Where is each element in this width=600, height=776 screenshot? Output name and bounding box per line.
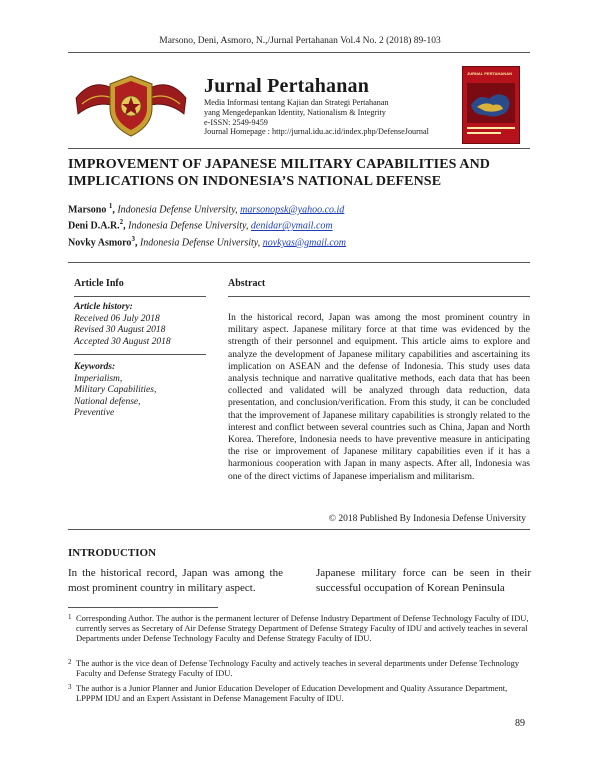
footnote-number: 3: [68, 683, 72, 691]
info-top-rule: [68, 262, 530, 263]
keyword: Military Capabilities,: [74, 385, 157, 396]
cover-stripe: [467, 127, 515, 129]
abstract-text: In the historical record, Japan was among the most prominent country in military aspect. Japanese military force at that time was evidenced by the strength of their personnel and equipment. This article aims to explore and analyze the development of Japanese military capabilities and ascertaining its implication on ASEAN and the defense of Indonesia. This study uses data analysis technique and narrative qualitative methods, each data that has been collected and validated will be analyzed through data reduction, data presentation, and conclusion/verification. From this study, it can be concluded that the improvement of Japanese military capabilities is strongly related to the interest and conflict between several countries such as China, Japan and North Korea. Therefore, Indonesia needs to have preventive measure in anticipating the rise or improvement of Japanese military capabilities even if it has a harmonious cooperation with Japan in many aspects. After all, Indonesia was one of the direct victims of Japanese imperialism and militarism.: [228, 313, 530, 482]
article-title-line: IMPLICATIONS ON INDONESIA’S NATIONAL DEFENSE: [68, 174, 442, 189]
author-entry: Novky Asmoro$^3$, Indonesia Defense University, novkyas@gmail.com: [68, 234, 347, 248]
history-heading: Article history:: [74, 302, 133, 312]
footnote-text: Corresponding Author. The author is the permanent lecturer of Defense Industry Department of Defense Technology Faculty of IDU, currently serves as Secretary of Air Defense Strategy Department of Defense Strategy Faculty of IDU and actively teaches in several Departments under Defense Technology Faculty and Defense Strategy Faculty of IDU.: [76, 613, 529, 644]
info-rule: [74, 296, 206, 297]
author-name: Marsono: [68, 204, 107, 216]
footnote-text: The author is a Junior Planner and Junior Education Developer of Education Development and Quality Assurance Department, LPPPM IDU and an Expert Assistant in Defense Management Faculty of IDU.: [76, 683, 508, 704]
author-name: Deni D.A.R.: [68, 220, 120, 232]
author-footnote-mark: 1: [108, 202, 113, 210]
keyword-list: [74, 362, 156, 420]
copyright-notice: © 2018 Published By Indonesia Defense University: [328, 514, 526, 524]
journal-issn: e-ISSN: 2549-9459: [204, 117, 268, 127]
author-affiliation: Indonesia Defense University,: [117, 204, 238, 216]
info-rule: [74, 354, 206, 355]
footnote-rule: [68, 607, 218, 608]
header-rule: [68, 52, 530, 53]
journal-subtitle-line: yang Mengedepankan Identity, Nationalism & Integrity: [204, 107, 386, 117]
keyword: Preventive: [74, 408, 115, 419]
introduction-heading: INTRODUCTION: [68, 547, 157, 559]
abstract-rule: [228, 296, 530, 297]
article-title: [68, 156, 538, 190]
author-email-link[interactable]: marsonopsk@yahoo.co.id: [240, 204, 345, 216]
keyword: Imperialism,: [74, 373, 123, 384]
journal-subtitle-line: Media Informasi tentang Kajian dan Strategi Pertahanan: [204, 98, 389, 107]
article-history: [74, 302, 171, 348]
footnote-number: 2: [68, 658, 72, 666]
body-column-right: Japanese military force can be seen in their successful occupation of Korean Peninsula: [316, 567, 531, 594]
author-name: Novky Asmoro: [68, 236, 132, 248]
journal-homepage: Journal Homepage : http://jurnal.idu.ac.id/index.php/DefenseJournal: [204, 127, 429, 137]
page-number: 89: [515, 718, 525, 729]
footnote: [68, 683, 530, 703]
journal-logo-icon: [72, 70, 190, 140]
abstract-bottom-rule: [68, 529, 530, 530]
cover-stripe: [467, 132, 501, 134]
masthead-rule: [68, 148, 530, 149]
author-affiliation: Indonesia Defense University,: [128, 220, 249, 232]
body-column-left: In the historical record, Japan was among the most prominent country in military aspect.: [68, 567, 283, 594]
footnote: [68, 613, 530, 644]
article-info-heading: Article Info: [74, 278, 124, 289]
author-email-link[interactable]: denidar@ymail.com: [250, 220, 333, 232]
abstract-heading: Abstract: [228, 278, 266, 289]
author-email-link[interactable]: novkyas@gmail.com: [262, 236, 347, 248]
journal-name: Jurnal Pertahanan: [204, 75, 370, 97]
journal-masthead: [204, 98, 429, 137]
history-revised: Revised 30 August 2018: [74, 325, 166, 336]
author-entry: Marsono $^1$, Indonesia Defense University, marsonopsk@yahoo.co.id: [68, 202, 345, 216]
author-affiliation: Indonesia Defense University,: [139, 236, 261, 248]
footnote: [68, 658, 530, 678]
author-footnote-mark: 3: [131, 234, 135, 243]
cover-map-icon: [467, 83, 515, 123]
keywords-heading: Keywords:: [74, 362, 116, 372]
author-entry: Deni D.A.R.$^2$, Indonesia Defense University, denidar@ymail.com: [68, 218, 333, 232]
history-received: Received 06 July 2018: [74, 313, 160, 324]
cover-title: JURNAL PERTAHANAN: [467, 71, 512, 76]
history-accepted: Accepted 30 August 2018: [74, 336, 171, 347]
author-footnote-mark: 2: [119, 218, 124, 227]
footnote-text: The author is the vice dean of Defense Technology Faculty and actively teaches in several departments under Defense Technology Faculty and Defense Strategy Faculty of IDU.: [76, 658, 520, 679]
keyword: National defense,: [74, 396, 141, 407]
article-title-line: IMPROVEMENT OF JAPANESE MILITARY CAPABILITIES AND: [68, 157, 490, 172]
author-list: [68, 200, 346, 249]
footnote-number: 1: [68, 613, 72, 621]
journal-cover-image: [462, 66, 520, 144]
running-header: Marsono, Deni, Asmoro, N.,/Jurnal Pertahanan Vol.4 No. 2 (2018) 89-103: [159, 36, 441, 46]
